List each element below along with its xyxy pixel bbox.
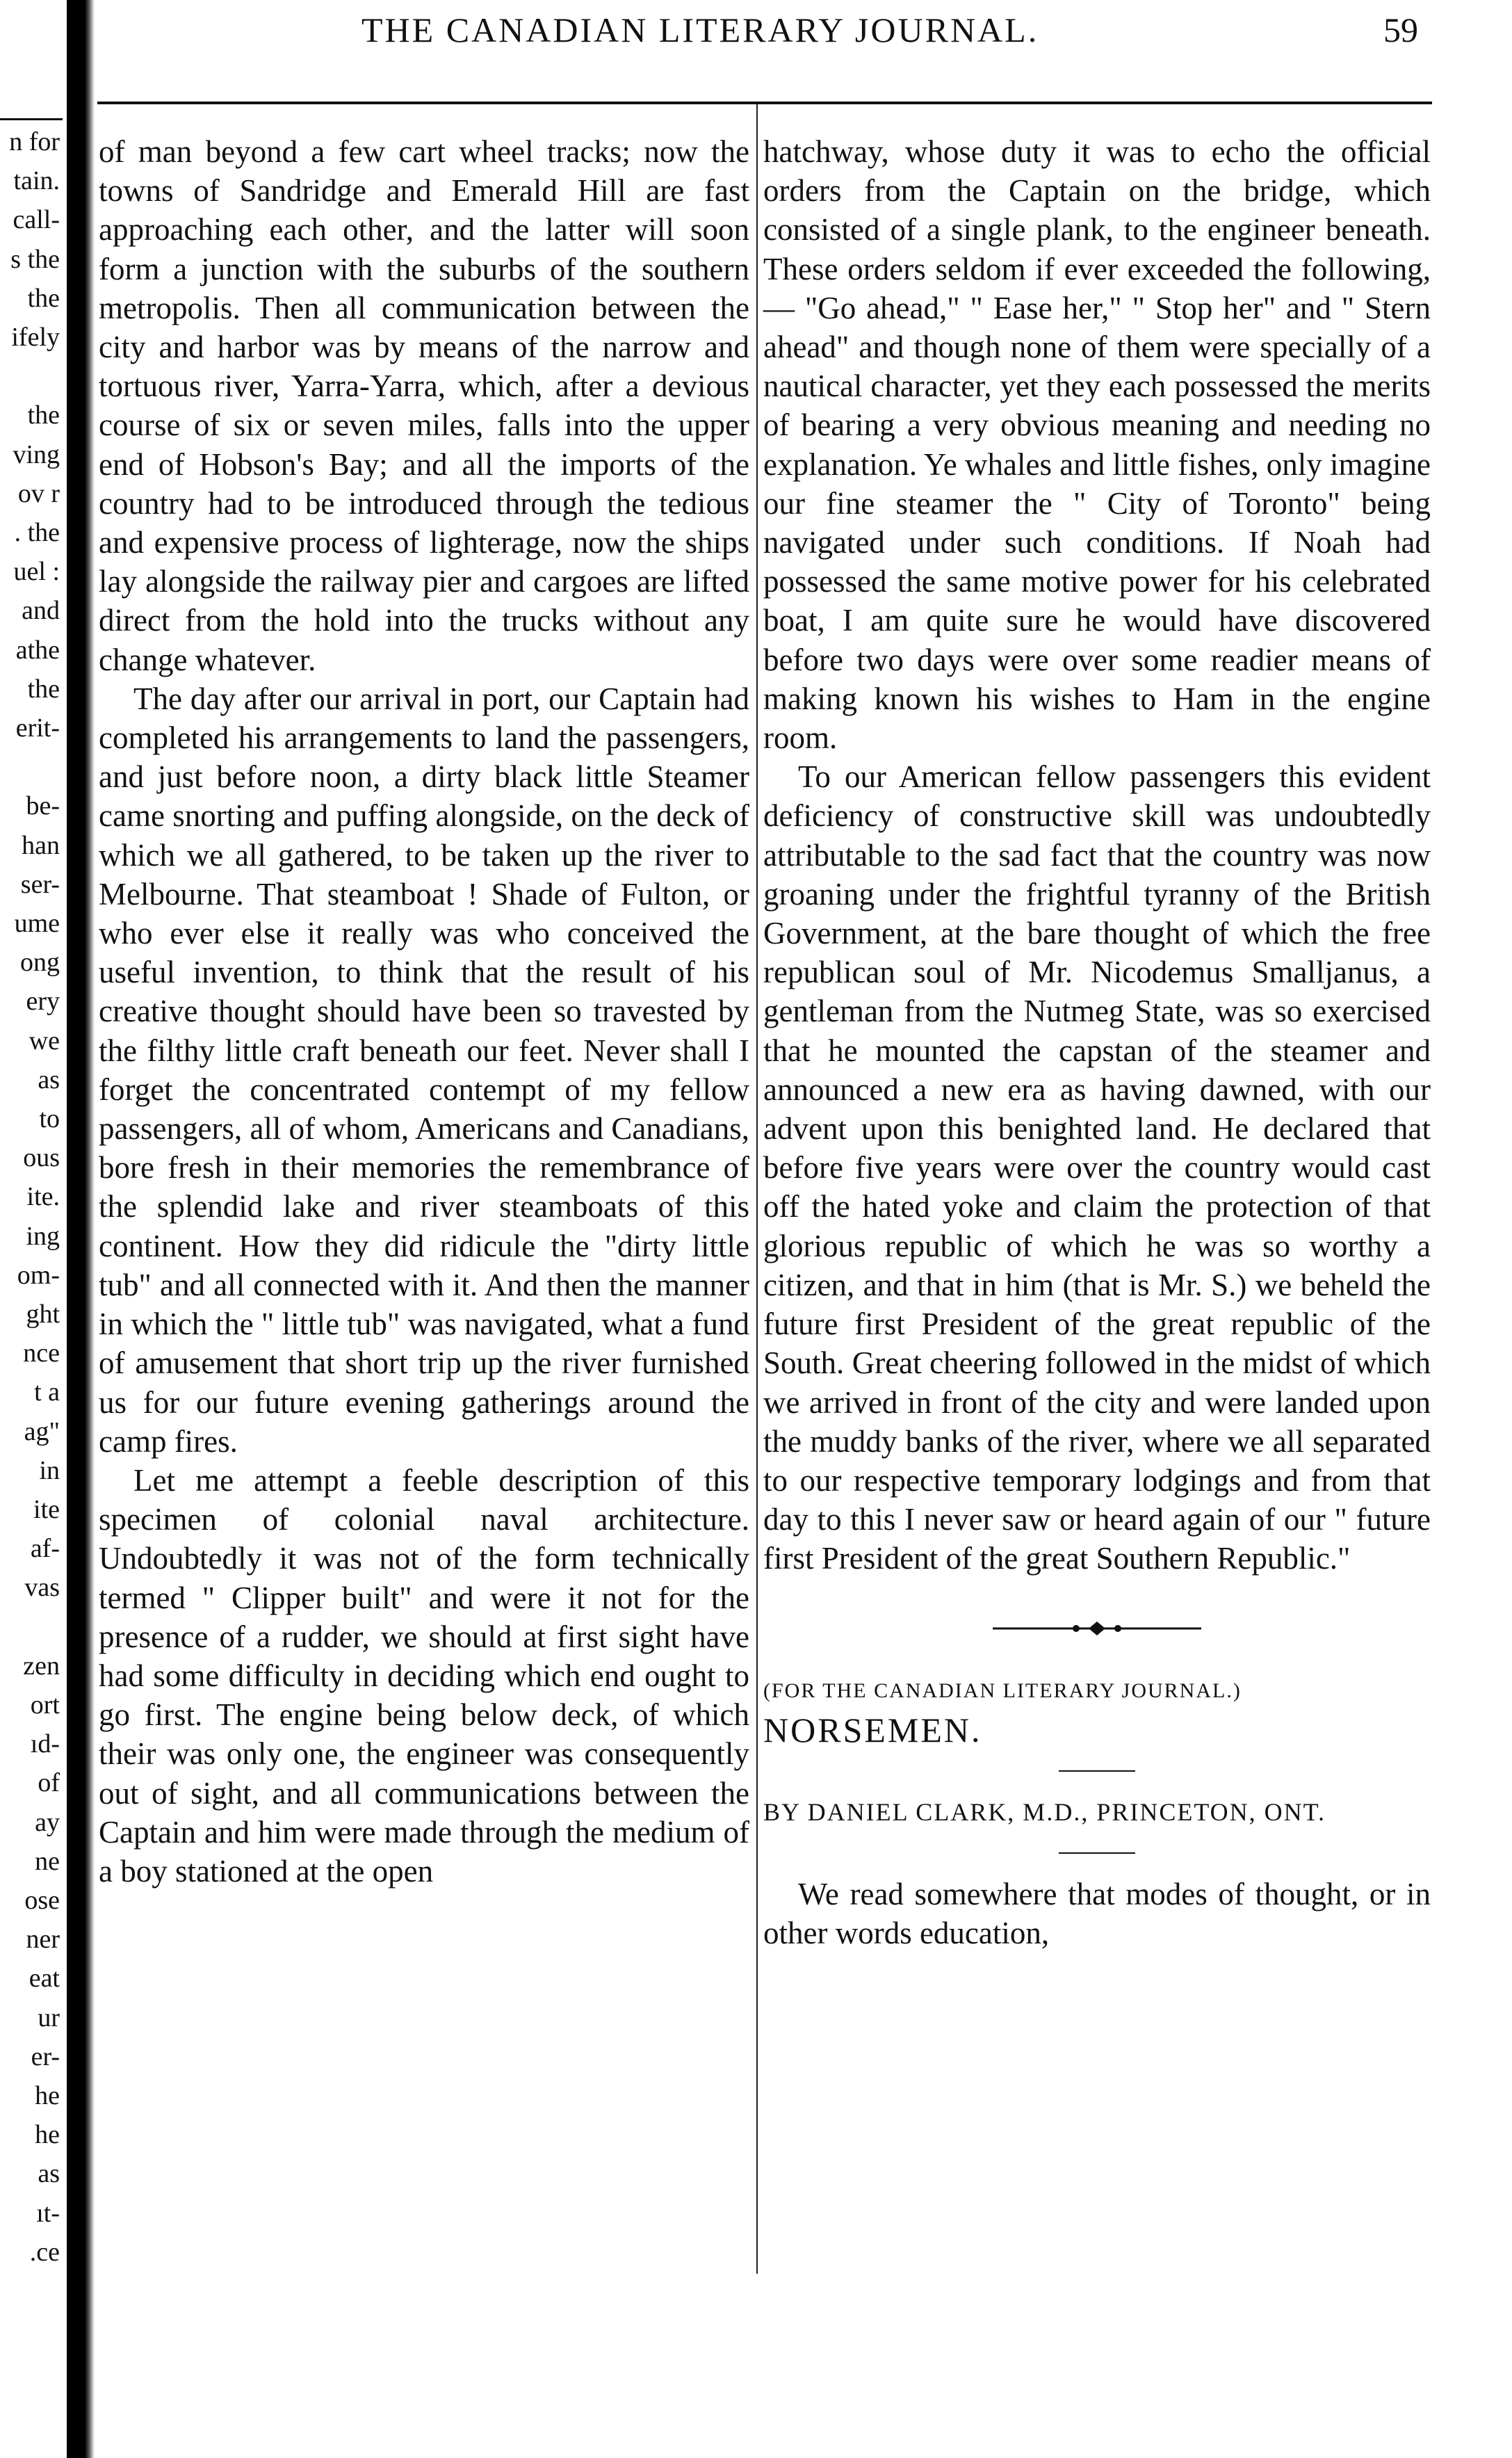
bleed-fragment: uel : <box>13 557 60 587</box>
bleed-fragment: ery <box>26 987 60 1017</box>
section-source: (FOR THE CANADIAN LITERARY JOURNAL.) <box>763 1679 1242 1702</box>
bleed-fragment: ner <box>26 1925 60 1955</box>
bleed-fragment: ght <box>26 1300 60 1329</box>
bleed-fragment: ume <box>14 909 60 938</box>
bleed-fragment: of <box>38 1768 60 1798</box>
bleed-fragment: and <box>22 596 60 626</box>
bleed-fragment: we <box>29 1026 60 1056</box>
bleed-fragment: ifely <box>11 323 60 352</box>
left-column <box>99 132 749 1891</box>
bleed-fragment: be- <box>26 791 60 821</box>
bleed-fragment: ite. <box>26 1182 60 1212</box>
bleed-fragment: af- <box>30 1534 60 1564</box>
paragraph: To our American fellow passengers this evident deficiency of constructive skill was undoubtedly attributable to the sad fact that the country was now groaning under the frightful tyranny of the British Government, at the bare thought of which the free republican soul of Mr. Nicodemus Smalljanus, a gentleman from the Nutmeg State, was so exercised that he mounted the capstan of the steamer and announced a new era as having dawned, with our advent upon this benighted land. He declared that before five years were over the country would cast off the hated yoke and claim the protection of that glorious republic of which he was so worthy a citizen, and that in him (that is Mr. S.) we beheld the future first President of the great republic of the South. Great cheering followed in the midst of which we arrived in front of the city and were landed upon the muddy banks of the river, where we all separated to our respective temporary lodgings and from that day to this I never saw or heard again of our " future first President of the great Southern Republic." <box>763 759 1431 1576</box>
running-header <box>97 0 1432 63</box>
bleed-fragment: vas <box>24 1573 60 1603</box>
bleed-fragment: eat <box>29 1964 60 1994</box>
bleed-fragment: ıt- <box>36 2198 60 2228</box>
bleed-fragment: n for <box>9 127 60 156</box>
bleed-fragment: ne <box>35 1846 60 1876</box>
bleed-fragment: the <box>27 674 60 704</box>
paragraph: The day after our arrival in port, our Captain had completed his arrangements to land the passengers, and just before noon, a dirty black little Steamer came snorting and puffing alongside, on the deck of which we all gathered, to be taken up the river to Melbourne. That steamboat ! Shade of Fulton, or who ever else it really was who conceived the useful invention, to think that the result of his creative thought should have been so travested by the filthy little craft beneath our feet. Never shall I forget the concentrated contempt of my fellow passengers, all of whom, Americans and Canadians, bore fresh in their memories the remembrance of the splendid lake and river steamboats of this continent. How they did ridicule the "dirty little tub" and all connected with it. And then the manner in which the " little tub" was navigated, what a fund of amusement that short trip up the river furnished us for our future evening gatherings around the camp fires. <box>99 681 750 1459</box>
bleed-fragment: ur <box>38 2003 60 2032</box>
bleed-fragment: the <box>27 401 60 430</box>
bleed-fragment: . the <box>14 518 60 547</box>
bleed-fragment: om- <box>17 1260 60 1290</box>
bleed-fragment: ite <box>33 1495 60 1524</box>
bleed-fragment: he <box>35 2120 60 2150</box>
bleed-fragment: ort <box>30 1690 60 1720</box>
bleed-fragment: ov r <box>17 478 60 508</box>
section-byline: BY DANIEL CLARK, M.D., PRINCETON, ONT. <box>763 1797 1326 1826</box>
bleed-fragment: han <box>22 830 60 860</box>
bleed-fragment: ıd- <box>30 1729 60 1759</box>
bleed-fragment: the <box>27 283 60 313</box>
bleed-fragment: ag" <box>24 1416 60 1446</box>
short-rule <box>1059 1852 1135 1854</box>
previous-page-bleed <box>0 111 63 2458</box>
bleed-fragment: t a <box>34 1377 60 1407</box>
bleed-fragment: to <box>39 1104 60 1133</box>
bleed-fragment: in <box>39 1455 60 1485</box>
page-gutter-shadow <box>67 0 95 2458</box>
bleed-fragment: ser- <box>20 869 60 899</box>
bleed-fragment: er- <box>31 2041 60 2071</box>
column-divider <box>756 104 758 2274</box>
bleed-fragment: ay <box>35 1807 60 1837</box>
paragraph: Let me attempt a feeble description of this specimen of colonial naval architecture. Undoubtedly it was not of the form technically termed " Clipper built" and were it not for the presence of a rudder, we should at first sight have had some difficulty in deciding which end ought to go first. The engine being below deck, of which their was only one, the engineer was consequently out of sight, and all communications between the Captain and him were made through the medium of a boy stationed at the open <box>99 1462 749 1889</box>
bleed-fragment: as <box>38 1065 60 1094</box>
bleed-fragment: ong <box>20 948 60 978</box>
ornament-divider <box>993 1620 1201 1637</box>
bleed-fragment: .ce <box>29 2237 60 2267</box>
paragraph: We read somewhere that modes of thought, or in other words education, <box>763 1877 1431 1951</box>
bleed-fragment: athe <box>15 635 60 665</box>
paragraph: hatchway, whose duty it was to echo the official orders from the Captain on the bridge, which consisted of a single plank, to the engineer beneath. These orders seldom if ever exceeded the following,— "Go ahead," " Ease her," " Stop her" and " Stern ahead" and though none of them were specially of a nautical character, yet they each possessed the merits of bearing a very obvious meaning and needing no explanation. Ye whales and little fishes, only imagine our fine steamer the " City of Toronto" being navigated under such conditions. If Noah had possessed the same motive power for his celebrated boat, I am quite sure he would have discovered before two days were over some readier means of making known his wishes to Ham in the engine room. <box>763 134 1431 756</box>
short-rule <box>1059 1770 1135 1772</box>
bleed-fragment: ving <box>13 439 60 469</box>
bleed-fragment: ous <box>23 1143 60 1173</box>
journal-title: THE CANADIAN LITERARY JOURNAL. <box>361 10 1039 49</box>
bleed-fragment: as <box>38 2159 60 2189</box>
bleed-rule <box>0 118 63 120</box>
bleed-fragment: call- <box>13 205 60 235</box>
header-rule <box>97 102 1432 104</box>
bleed-fragment: he <box>35 2081 60 2110</box>
bleed-fragment: ing <box>26 1221 60 1251</box>
bleed-fragment: zen <box>23 1651 60 1681</box>
bleed-fragment: erit- <box>15 713 60 743</box>
bleed-fragment: s the <box>10 244 60 274</box>
bleed-fragment: tain. <box>13 166 60 196</box>
bleed-fragment: ose <box>24 1886 60 1915</box>
section-title: NORSEMEN. <box>763 1710 982 1749</box>
paragraph: of man beyond a few cart wheel tracks; now the towns of Sandridge and Emerald Hill are fast approaching each other, and the latter will soon form a junction with the suburbs of the southern metropolis. Then all communication between the city and harbor was by means of the narrow and tortuous river, Yarra-Yarra, which, after a devious course of six or seven miles, falls into the upper end of Hobson's Bay; and all the imports of the country had to be introduced through the tedious and expensive process of lighterage, now the ships lay alongside the railway pier and cargoes are lifted direct from the hold into the trucks without any change whatever. <box>99 134 749 677</box>
right-column <box>763 132 1431 1953</box>
bleed-fragment: nce <box>23 1339 60 1368</box>
page-number: 59 <box>1383 10 1418 49</box>
